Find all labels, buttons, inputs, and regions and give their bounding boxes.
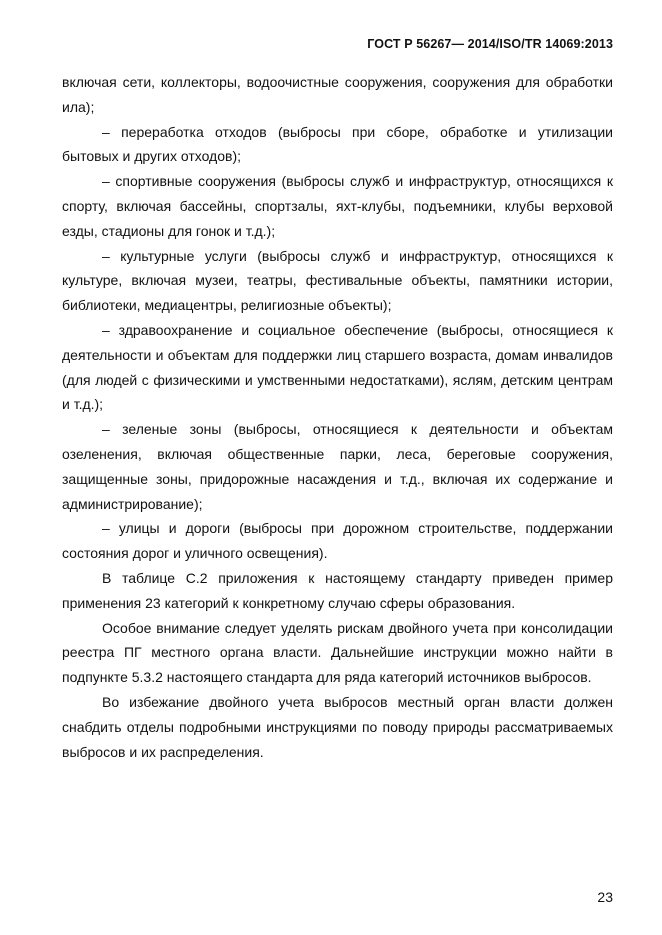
paragraph-table-c2: В таблице С.2 приложения к настоящему стандарту приведен пример применения 23 категорий к конкретному случаю сферы образования. — [62, 569, 613, 611]
document-header: ГОСТ Р 56267— 2014/ISO/TR 14069:2013 — [367, 37, 613, 51]
bullet-item-sports: – спортивные сооружения (выбросы служб и инфраструктур, относящихся к спорту, включая бассейны, спортзалы, яхт-клубы, подъемники, клубы верховой езды, стадионы для гонок и т.д.); — [62, 173, 613, 239]
bullet-item-healthcare: – здравоохранение и социальное обеспечение (выбросы, относящиеся к деятельности и объектам для поддержки лиц старшего возраста, домам инвалидов (для людей с физическими и умственными недостатками), яслям, детским центрам и т.д.); — [62, 321, 613, 413]
paragraph-double-counting: Особое внимание следует уделять рискам двойного учета при консолидации реестра ПГ местного органа власти. Дальнейшие инструкции можно найти в подпункте 5.3.2 настоящего стандарта для ряда категорий источников выбросов. — [62, 619, 613, 686]
bullet-item-streets: – улицы и дороги (выбросы при дорожном строительстве, поддержании состояния дорог и уличного освещения). — [62, 520, 613, 562]
bullet-item-culture: – культурные услуги (выбросы служб и инфраструктур, относящихся к культуре, включая музеи, театры, фестивальные объекты, памятники истории, библиотеки, медиацентры, религиозные объекты); — [62, 247, 613, 314]
bullet-item-waste: – переработка отходов (выбросы при сборе, обработке и утилизации бытовых и других отходов); — [62, 123, 613, 165]
continuation-text: включая сети, коллекторы, водоочистные сооружения, сооружения для обработки ила); — [62, 74, 613, 115]
page-body — [62, 70, 613, 764]
page-number: 23 — [597, 889, 613, 905]
paragraph-instructions: Во избежание двойного учета выбросов местный орган власти должен снабдить отделы подробными инструкциями по поводу природы рассматриваемых выбросов и их распределения. — [62, 693, 613, 760]
bullet-item-green-zones: – зеленые зоны (выбросы, относящиеся к деятельности и объектам озеленения, включая общественные парки, леса, береговые сооружения, защищенные зоны, придорожные насаждения и т.д., включая их содержание и администрирование); — [62, 421, 613, 512]
